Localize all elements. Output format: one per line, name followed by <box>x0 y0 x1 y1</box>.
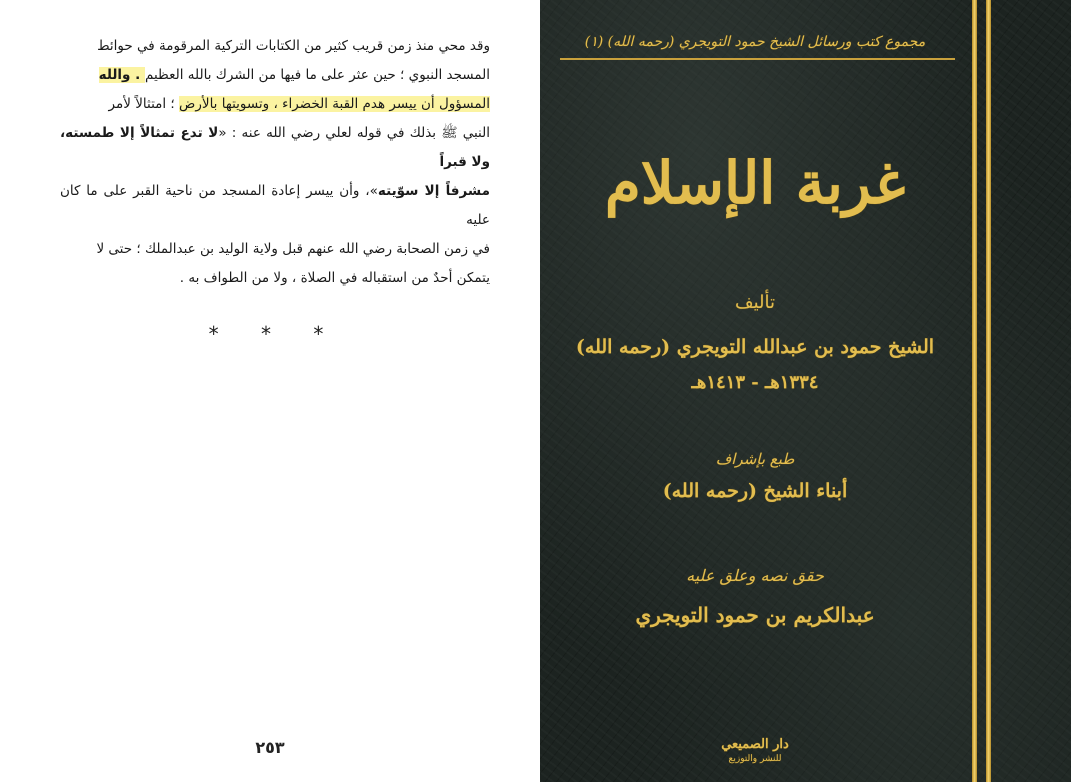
line-4 <box>60 119 490 177</box>
line-1: وقد محي منذ زمن قريب كثير من الكتابات التركية المرقومة في حوائط <box>97 38 490 54</box>
line-5a-bold: مشرفاً إلا سوّيته <box>377 183 490 199</box>
author-name: الشيخ حمود بن عبدالله التويجري (رحمه الله) <box>575 336 935 358</box>
publisher-tagline: للنشر والتوزيع <box>728 754 782 764</box>
line-4a: النبي ﷺ بذلك في قوله لعلي رضي الله عنه : « <box>218 125 490 141</box>
editor-role: حقق نصه وعلق عليه <box>686 566 824 585</box>
line-4b-bold: لا تدع تمثالاً إلا طمسته، ولا قبراً <box>60 125 490 170</box>
line-3 <box>60 90 490 119</box>
page-number: ٢٥٣ <box>255 738 285 757</box>
printed-label: طبع بإشراف <box>715 450 795 468</box>
book-title: غربة الإسلام <box>604 149 906 217</box>
editor-name: عبدالكريم بن حمود التويجري <box>635 603 875 627</box>
authored-label: تأليف <box>734 292 776 313</box>
line-3b: ؛ امتثالاً لأمر <box>108 96 180 112</box>
supervisors: أبناء الشيخ (رحمه الله) <box>662 480 848 502</box>
separator-stars: * * * <box>208 322 342 346</box>
series-underline <box>560 58 955 60</box>
line-5 <box>60 177 490 235</box>
author-dates: ١٣٣٤هـ - ١٤١٣هـ <box>691 372 819 393</box>
line-3a-highlight: المسؤول أن ييسر هدم القبة الخضراء ، وتسويتها بالأرض <box>179 96 490 112</box>
line-5b: »، وأن ييسر إعادة المسجد من ناحية القبر على ما كان عليه <box>60 183 490 228</box>
paragraph <box>60 32 490 293</box>
series-title: مجموع كتب ورسائل الشيخ حمود التويجري (رحمه الله) (١) <box>584 34 926 50</box>
line-6: في زمن الصحابة رضي الله عنهم قبل ولاية الوليد بن عبدالملك ؛ حتى لا <box>96 241 490 257</box>
line-2a: المسجد النبوي ؛ حين عثر على ما فيها من الشرك بالله العظيم <box>144 67 490 83</box>
publisher-logo: دار الصميعي <box>721 737 789 752</box>
line-2 <box>60 61 490 90</box>
line-2b-highlight: . والله <box>98 67 145 83</box>
line-7: يتمكن أحدٌ من استقباله في الصلاة ، ولا من الطواف به . <box>179 270 490 286</box>
spine-gold-line-1 <box>972 0 977 782</box>
spine-gold-line-2 <box>986 0 991 782</box>
book-cover <box>540 0 1071 782</box>
